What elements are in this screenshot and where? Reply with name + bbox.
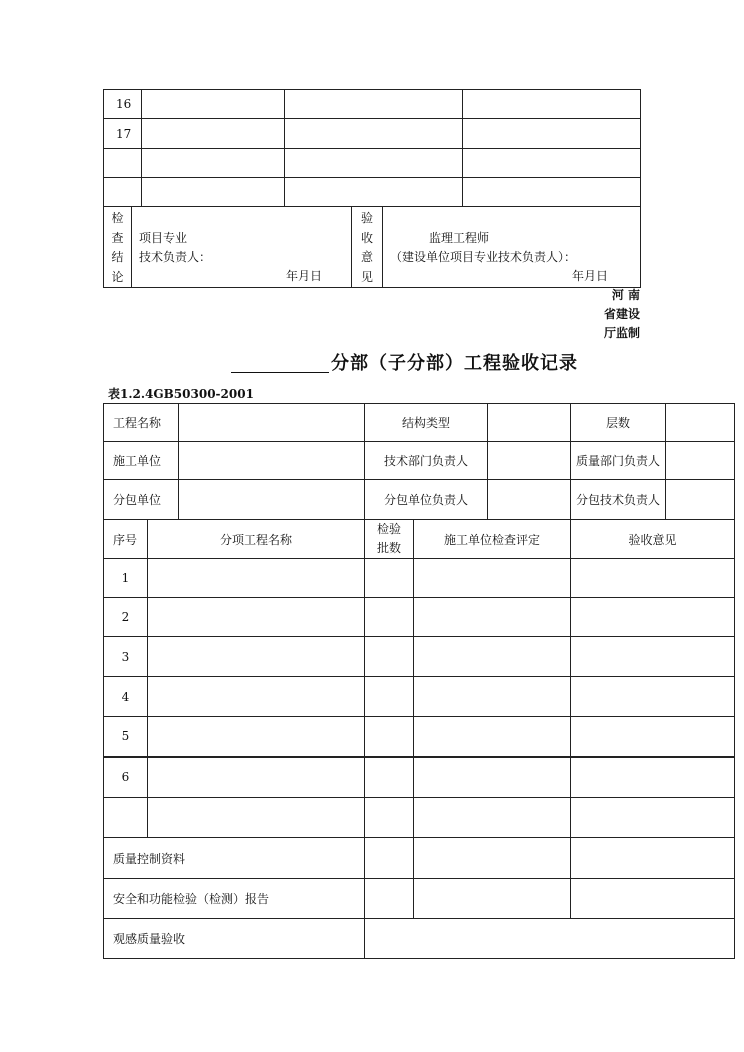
- opinion-cell[interactable]: [571, 717, 735, 757]
- date-text: 年月日: [572, 269, 609, 283]
- floors-field[interactable]: [666, 404, 735, 442]
- row-number: 4: [104, 677, 148, 717]
- floors-label: 层数: [571, 404, 666, 442]
- batches-cell[interactable]: [365, 559, 414, 598]
- safety-report-opinion[interactable]: [571, 879, 735, 919]
- structure-type-field[interactable]: [488, 404, 571, 442]
- table-cell[interactable]: [463, 178, 641, 207]
- row-number: 3: [104, 637, 148, 677]
- quality-docs-batches[interactable]: [365, 838, 414, 879]
- evaluation-cell[interactable]: [414, 559, 571, 598]
- project-name-label: 工程名称: [104, 404, 179, 442]
- tech-head-label: 技术部门负责人: [365, 442, 488, 480]
- tech-head-field[interactable]: [488, 442, 571, 480]
- subcontract-tech-head-field[interactable]: [666, 480, 735, 520]
- date-text: 年月日: [286, 269, 323, 283]
- table-cell[interactable]: [463, 90, 641, 119]
- inspection-conclusion-label: 检 查 结 论: [104, 207, 132, 288]
- seq-header: 序号: [104, 520, 148, 559]
- project-specialty-text: 项目专业: [139, 231, 188, 245]
- table-cell[interactable]: [285, 178, 463, 207]
- item-name-cell[interactable]: [148, 717, 365, 757]
- evaluation-cell[interactable]: [414, 798, 571, 838]
- subcontract-head-field[interactable]: [488, 480, 571, 520]
- opinion-cell[interactable]: [571, 598, 735, 637]
- quality-head-label: 质量部门负责人: [571, 442, 666, 480]
- upper-table: [103, 89, 641, 207]
- structure-type-label: 结构类型: [365, 404, 488, 442]
- table-cell[interactable]: [285, 119, 463, 149]
- row-number: 17: [104, 119, 142, 149]
- evaluation-cell[interactable]: [414, 717, 571, 757]
- safety-report-batches[interactable]: [365, 879, 414, 919]
- subcontract-head-label: 分包单位负责人: [365, 480, 488, 520]
- row-number: 16: [104, 90, 142, 119]
- form-code: 表1.2.4GB50300-2001: [108, 387, 254, 401]
- appearance-field[interactable]: [365, 919, 735, 959]
- quality-head-field[interactable]: [666, 442, 735, 480]
- opinion-header: 验收意见: [571, 520, 735, 559]
- subcontract-unit-label: 分包单位: [104, 480, 179, 520]
- evaluation-header: 施工单位检查评定: [414, 520, 571, 559]
- supervisor-text: 监理工程师: [429, 231, 490, 245]
- inspection-conclusion-box[interactable]: [132, 207, 352, 288]
- subcontract-unit-field[interactable]: [179, 480, 365, 520]
- evaluation-cell[interactable]: [414, 757, 571, 798]
- item-name-cell[interactable]: [148, 677, 365, 717]
- row-number: [104, 178, 142, 207]
- quality-docs-opinion[interactable]: [571, 838, 735, 879]
- table-cell[interactable]: [463, 149, 641, 178]
- table-cell[interactable]: [463, 119, 641, 149]
- appearance-label: 观感质量验收: [104, 919, 365, 959]
- acceptance-form-table: [103, 403, 735, 959]
- table-cell[interactable]: [142, 90, 285, 119]
- opinion-cell[interactable]: [571, 559, 735, 598]
- table-cell[interactable]: [285, 149, 463, 178]
- batches-cell[interactable]: [365, 717, 414, 757]
- row-number: 1: [104, 559, 148, 598]
- opinion-cell[interactable]: [571, 757, 735, 798]
- evaluation-cell[interactable]: [414, 637, 571, 677]
- tech-head-text: 技术负责人：: [139, 250, 212, 264]
- safety-report-evaluation[interactable]: [414, 879, 571, 919]
- safety-report-label: 安全和功能检验（检测）报告: [104, 879, 365, 919]
- issuer-note: 河 南 省建设 厅监制: [603, 288, 640, 340]
- quality-docs-label: 质量控制资料: [104, 838, 365, 879]
- opinion-cell[interactable]: [571, 798, 735, 838]
- batches-cell[interactable]: [365, 677, 414, 717]
- row-number: 5: [104, 717, 148, 757]
- row-number: 2: [104, 598, 148, 637]
- page-title: 分部（子分部）工程验收记录: [331, 353, 578, 374]
- row-number: [104, 149, 142, 178]
- item-name-cell[interactable]: [148, 637, 365, 677]
- row-number: [104, 798, 148, 838]
- batches-cell[interactable]: [365, 798, 414, 838]
- table-cell[interactable]: [142, 149, 285, 178]
- construction-head-text: （建设单位项目专业技术负责人）：: [390, 250, 577, 264]
- opinion-cell[interactable]: [571, 637, 735, 677]
- item-name-cell[interactable]: [148, 598, 365, 637]
- batches-cell[interactable]: [365, 598, 414, 637]
- acceptance-opinion-label: 验 收 意 见: [352, 207, 383, 288]
- batches-cell[interactable]: [365, 637, 414, 677]
- opinion-cell[interactable]: [571, 677, 735, 717]
- table-cell[interactable]: [142, 178, 285, 207]
- table-cell[interactable]: [285, 90, 463, 119]
- item-name-header: 分项工程名称: [148, 520, 365, 559]
- conclusion-table: [103, 206, 641, 288]
- evaluation-cell[interactable]: [414, 598, 571, 637]
- item-name-cell[interactable]: [148, 798, 365, 838]
- item-name-cell[interactable]: [148, 757, 365, 798]
- batches-header: 检验 批数: [365, 520, 414, 559]
- quality-docs-evaluation[interactable]: [414, 838, 571, 879]
- title-blank-line[interactable]: [231, 352, 329, 373]
- batches-cell[interactable]: [365, 757, 414, 798]
- table-cell[interactable]: [142, 119, 285, 149]
- acceptance-opinion-box[interactable]: [383, 207, 641, 288]
- project-name-field[interactable]: [179, 404, 365, 442]
- item-name-cell[interactable]: [148, 559, 365, 598]
- row-number: 6: [104, 757, 148, 798]
- construction-unit-field[interactable]: [179, 442, 365, 480]
- evaluation-cell[interactable]: [414, 677, 571, 717]
- subcontract-tech-head-label: 分包技术负责人: [571, 480, 666, 520]
- construction-unit-label: 施工单位: [104, 442, 179, 480]
